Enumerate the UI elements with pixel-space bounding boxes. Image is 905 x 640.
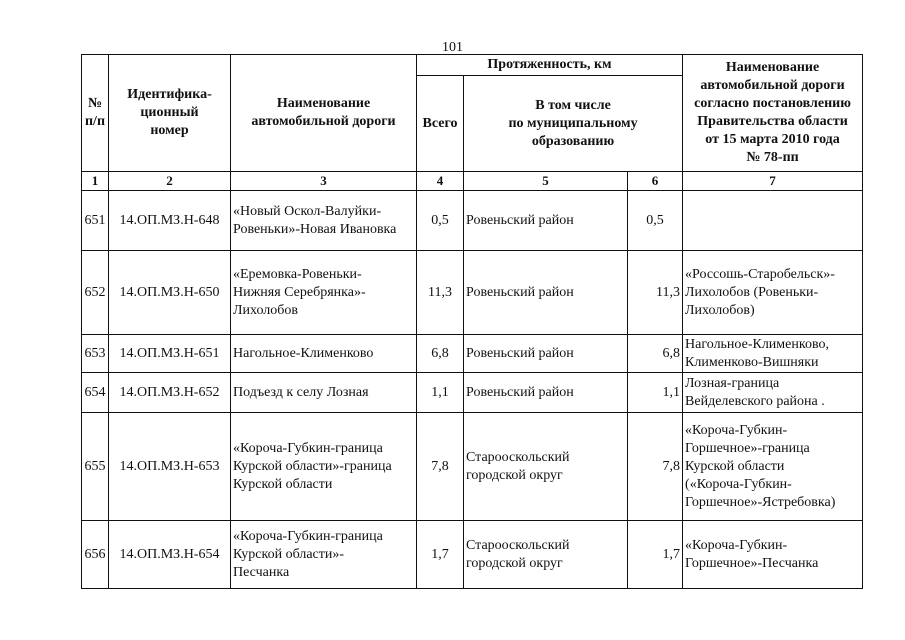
length-total: 11,3	[417, 251, 464, 335]
header-municipal: В том числе по муниципальному образованию	[464, 76, 683, 172]
road-id: 14.ОП.МЗ.Н-653	[109, 413, 231, 521]
road-id: 14.ОП.МЗ.Н-648	[109, 191, 231, 251]
municipality: Старооскольский городской округ	[464, 521, 628, 589]
roads-table	[81, 54, 863, 589]
road-name-2010	[683, 191, 863, 251]
road-name-2010: «Россошь-Старобельск»- Лихолобов (Ровеньки- Лихолобов)	[683, 251, 863, 335]
length-total: 7,8	[417, 413, 464, 521]
column-number: 1	[82, 172, 109, 191]
column-number: 7	[683, 172, 863, 191]
length-municipal: 1,1	[628, 373, 683, 413]
road-name: «Короча-Губкин-граница Курской области»- Песчанка	[231, 521, 417, 589]
column-number: 2	[109, 172, 231, 191]
table-row	[82, 335, 863, 373]
length-municipal: 11,3	[628, 251, 683, 335]
road-name: «Короча-Губкин-граница Курской области»-граница Курской области	[231, 413, 417, 521]
municipality: Ровеньский район	[464, 191, 628, 251]
road-name: Подъезд к селу Лозная	[231, 373, 417, 413]
column-number-row	[82, 172, 863, 191]
column-number: 6	[628, 172, 683, 191]
table-row	[82, 251, 863, 335]
municipality: Ровеньский район	[464, 335, 628, 373]
road-id: 14.ОП.МЗ.Н-650	[109, 251, 231, 335]
road-name-2010: Лозная-граница Вейделевского района .	[683, 373, 863, 413]
length-municipal: 7,8	[628, 413, 683, 521]
road-name-2010: Нагольное-Клименково, Клименково-Вишняки	[683, 335, 863, 373]
length-total: 6,8	[417, 335, 464, 373]
length-municipal: 0,5	[628, 191, 683, 251]
header-num: № п/п	[82, 55, 109, 172]
row-number: 652	[82, 251, 109, 335]
municipality: Ровеньский район	[464, 251, 628, 335]
header-total: Всего	[417, 76, 464, 172]
road-name: «Новый Оскол-Валуйки- Ровеньки»-Новая Ивановка	[231, 191, 417, 251]
length-municipal: 6,8	[628, 335, 683, 373]
length-total: 0,5	[417, 191, 464, 251]
row-number: 656	[82, 521, 109, 589]
table-row	[82, 191, 863, 251]
road-name: «Еремовка-Ровеньки- Нижняя Серебрянка»- Лихолобов	[231, 251, 417, 335]
length-total: 1,1	[417, 373, 464, 413]
header-name-2010: Наименование автомобильной дороги согласно постановлению Правительства области от 15 марта 2010 года № 78-пп	[683, 55, 863, 172]
length-total: 1,7	[417, 521, 464, 589]
header-length-group: Протяженность, км	[417, 55, 683, 76]
municipality: Ровеньский район	[464, 373, 628, 413]
road-id: 14.ОП.МЗ.Н-651	[109, 335, 231, 373]
header-id: Идентифика- ционный номер	[109, 55, 231, 172]
page-number: 101	[442, 40, 463, 55]
column-number: 4	[417, 172, 464, 191]
row-number: 655	[82, 413, 109, 521]
municipality: Старооскольский городской округ	[464, 413, 628, 521]
header-row	[82, 55, 863, 76]
road-id: 14.ОП.МЗ.Н-654	[109, 521, 231, 589]
road-name-2010: «Короча-Губкин- Горшечное»-граница Курской области («Короча-Губкин- Горшечное»-Ястребовка)	[683, 413, 863, 521]
column-number: 5	[464, 172, 628, 191]
road-name: Нагольное-Клименково	[231, 335, 417, 373]
table-row	[82, 373, 863, 413]
header-road-name: Наименование автомобильной дороги	[231, 55, 417, 172]
row-number: 651	[82, 191, 109, 251]
table-row	[82, 413, 863, 521]
length-municipal: 1,7	[628, 521, 683, 589]
row-number: 654	[82, 373, 109, 413]
table-row	[82, 521, 863, 589]
column-number: 3	[231, 172, 417, 191]
road-id: 14.ОП.МЗ.Н-652	[109, 373, 231, 413]
road-name-2010: «Короча-Губкин- Горшечное»-Песчанка	[683, 521, 863, 589]
row-number: 653	[82, 335, 109, 373]
